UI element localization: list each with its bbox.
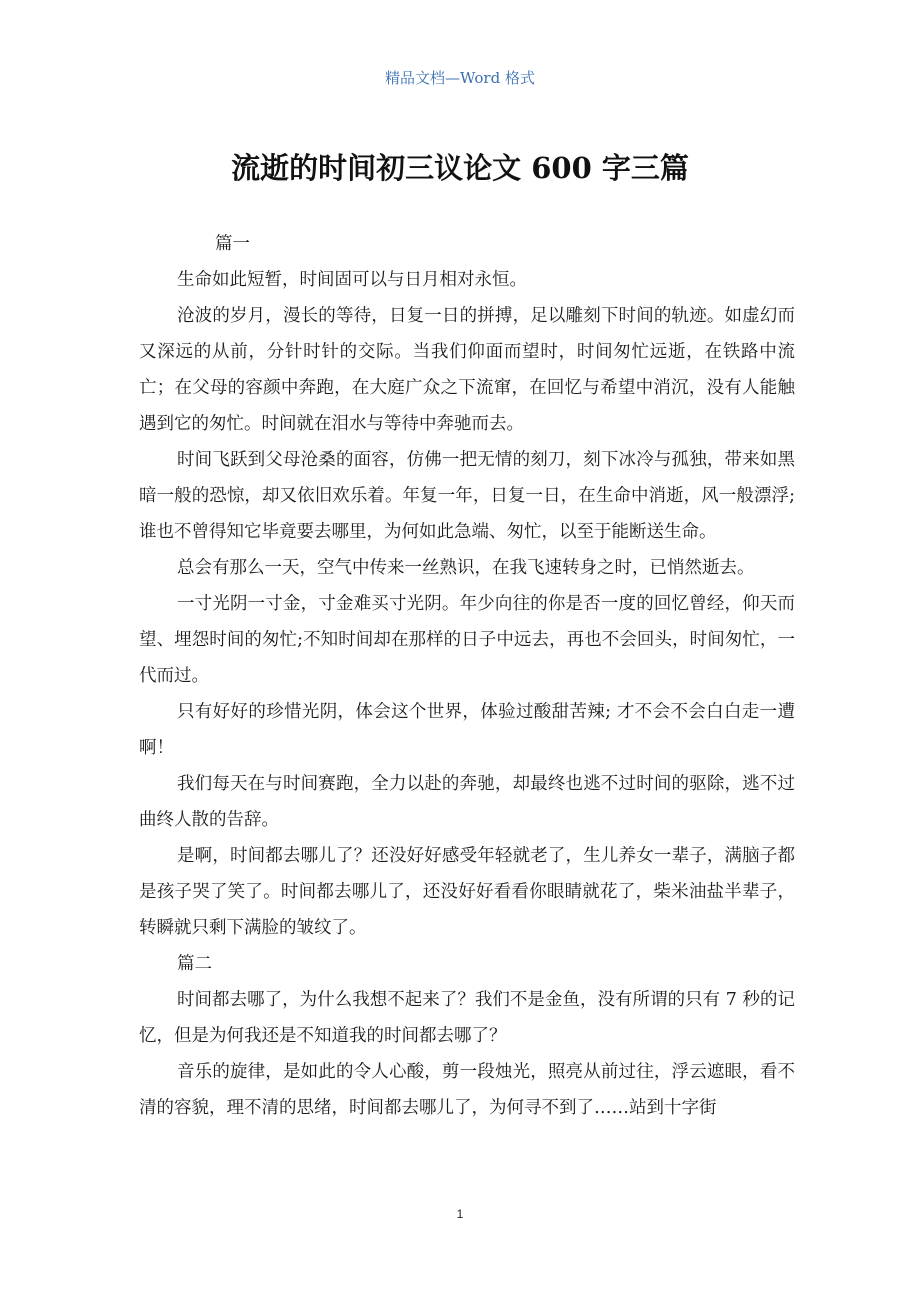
paragraph: 一寸光阴一寸金，寸金难买寸光阴。年少向往的你是否一度的回忆曾经，仰天而望、埋怨时间的匆忙;不知时间却在那样的日子中远去，再也不会回头，时间匆忙，一代而过。 — [139, 594, 795, 686]
paragraph: 是啊，时间都去哪儿了？还没好好感受年轻就老了，生儿养女一辈子，满脑子都是孩子哭了笑了。时间都去哪儿了，还没好好看看你眼睛就花了，柴米油盐半辈子，转瞬就只剩下满脸的皱纹了。 — [139, 846, 795, 938]
document-body — [139, 226, 795, 1126]
page-number: 1 — [456, 1207, 464, 1221]
document-title: 流逝的时间初三议论文 600 字三篇 — [231, 151, 689, 185]
paragraph: 时间都去哪了，为什么我想不起来了？我们不是金鱼，没有所谓的只有 7 秒的记忆，但是为何我还是不知道我的时间都去哪了？ — [139, 990, 795, 1046]
paragraph: 只有好好的珍惜光阴，体会这个世界，体验过酸甜苦辣; 才不会不会白白走一遭啊！ — [139, 702, 795, 758]
paragraph: 时间飞跃到父母沧桑的面容，仿佛一把无情的刻刀，刻下冰冷与孤独，带来如黑暗一般的恐惊，却又依旧欢乐着。年复一年，日复一日，在生命中消逝，风一般漂浮; 谁也不曾得知它毕竟要去哪里，为何如此急端、匆忙，以至于能断送生命。 — [139, 450, 795, 542]
document-header: 精品文档—Word 格式 — [385, 69, 535, 87]
paragraph: 沧波的岁月，漫长的等待，日复一日的拼搏，足以雕刻下时间的轨迹。如虚幻而又深远的从前，分针时针的交际。当我们仰面而望时，时间匆忙远逝，在铁路中流亡；在父母的容颜中奔跑，在大庭广众之下流窜，在回忆与希望中消沉，没有人能触遇到它的匆忙。时间就在泪水与等待中奔驰而去。 — [139, 306, 795, 434]
paragraph: 音乐的旋律，是如此的令人心酸，剪一段烛光，照亮从前过往，浮云遮眼，看不清的容貌，理不清的思绪，时间都去哪儿了，为何寻不到了……站到十字街 — [139, 1062, 795, 1118]
paragraph: 总会有那么一天，空气中传来一丝熟识，在我飞速转身之时，已悄然逝去。 — [177, 558, 755, 578]
paragraph: 生命如此短暂，时间固可以与日月相对永恒。 — [177, 270, 527, 290]
section-heading: 篇一 — [215, 234, 250, 254]
paragraph: 我们每天在与时间赛跑，全力以赴的奔驰，却最终也逃不过时间的驱除，逃不过曲终人散的告辞。 — [139, 774, 795, 830]
section-heading: 篇二 — [177, 954, 212, 974]
